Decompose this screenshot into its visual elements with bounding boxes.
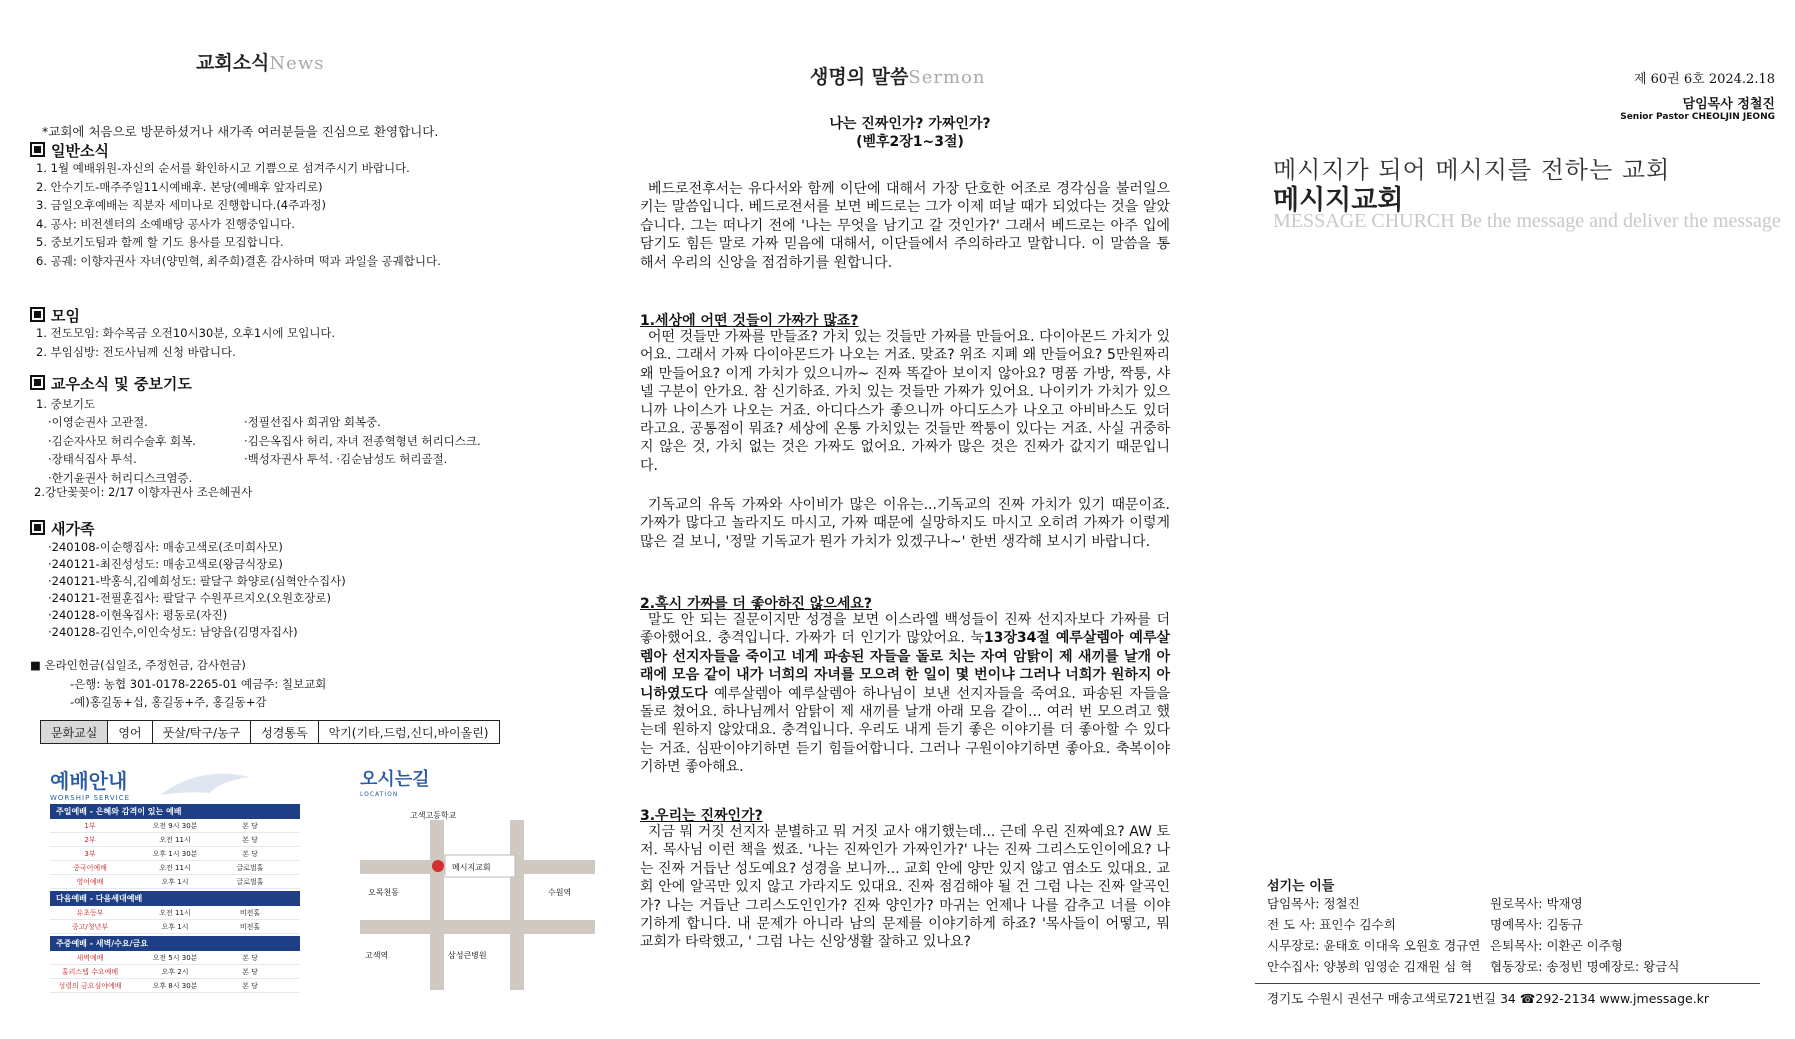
location-map <box>360 765 595 1005</box>
issue-info: 제 60권 6호 2024.2.18 <box>1633 72 1775 87</box>
staff-title: 섬기는 이들 <box>1267 879 1335 894</box>
general-heading: 일반소식 <box>30 140 109 161</box>
meeting-list <box>36 324 335 361</box>
news-title: 교회소식News <box>196 52 325 74</box>
members-heading: 교우소식 및 중보기도 <box>30 373 192 394</box>
culture-cell: 영어 <box>108 721 152 744</box>
svg-text:고색역: 고색역 <box>365 951 389 960</box>
pin-icon <box>432 860 444 872</box>
svg-text:고색고등학교: 고색고등학교 <box>410 811 457 820</box>
worship-row: 홀리스텝 수요예배 오후 2시 본 당 <box>50 965 300 979</box>
worship-row: 1부 오전 9시 30분 본 당 <box>50 819 300 833</box>
welcome-text: *교회에 처음으로 방문하셨거나 새가족 여러분들을 진심으로 환영합니다. <box>42 124 439 139</box>
newfamily-list <box>48 539 346 641</box>
list-item: ·240128-김인수,이인숙성도: 남양읍(김명자집사) <box>48 625 298 639</box>
general-list <box>36 159 441 270</box>
square-bullet-icon <box>30 375 45 390</box>
staff-left: 담임목사: 정철진 전 도 사: 표인수 김수희 시무장로: 윤태호 이대욱 오원호 경규연 안수집사: 양봉희 임영순 김재원 심 혁 <box>1267 896 1481 974</box>
square-bullet-icon <box>30 520 45 535</box>
worship-guide <box>50 765 300 1005</box>
dove-icon <box>50 765 300 807</box>
flowers-text: 2.강단꽃꽂이: 2/17 이향자권사 조은혜권사 <box>34 485 253 499</box>
sermon-intro: 베드로전후서는 유다서와 함께 이단에 대해서 가장 단호한 어조로 경각심을 불러일으키는 말씀입니다. 베드로전서를 보면 베드로는 그가 이제 떠날 때가 되었다는 것을 알았습니다. 그는 떠나기 전에 '나는 무엇을 남기고 갈 것인가?' 그래서 베드로는 아주 입에 담기도 힘든 말로 가짜 믿음에 대해서, 이단들에서 주의하라고 말합니다. 이 말씀을 통해서 우리의 신앙을 점검하기를 원합니다. <box>640 181 1170 271</box>
list-item: 1. 1월 예배위원-자신의 순서를 확인하시고 기쁨으로 섬겨주시기 바랍니다. <box>36 161 410 175</box>
culture-cell: 문화교실 <box>41 721 108 744</box>
church-name-en: MESSAGE CHURCH Be the message and deliver the message <box>1273 210 1781 232</box>
svg-text:삼성큰병원: 삼성큰병원 <box>448 951 487 960</box>
worship-group-header: 다음예배 - 다음세대예배 <box>50 891 300 906</box>
staff-right: 원로목사: 박재영 명예목사: 김동규 은퇴목사: 이환곤 이주형 협동장로: 송정빈 명예장로: 왕금식 <box>1490 896 1680 974</box>
sermon-para-1b: 기독교의 유독 가짜와 사이비가 많은 이유는...기독교의 진짜 가치가 있기 때문이죠. 가짜가 많다고 놀라지도 마시고, 가짜 때문에 실망하지도 마시고 오히려 가짜가 이렇게 많은 걸 보니, '정말 기독교가 뭔가 가치가 있겠구나~' 한번 생각해 보시기 바랍니다. <box>640 497 1170 550</box>
map-subtitle: LOCATION <box>360 791 399 798</box>
list-item: ·240121-최진성성도: 매송고색로(왕금식장로) <box>48 557 283 571</box>
sermon-heading-3: 3.우리는 진짜인가? <box>640 808 763 824</box>
map-graphic <box>360 800 595 1000</box>
divider <box>1255 983 1760 984</box>
list-item: ·240121-박홍식,김예희성도: 팔달구 화양로(심혁안수집사) <box>48 574 346 588</box>
worship-title: 예배안내 <box>50 769 128 793</box>
meeting-heading: 모임 <box>30 305 80 326</box>
list-item: 6. 공궤: 이향자권사 자녀(양민혁, 최주희)결혼 감사하며 떡과 과일을 공궤합니다. <box>36 253 441 268</box>
worship-row: 새벽예배 오전 5시 30분 본 당 <box>50 951 300 965</box>
sermon-section-title: 생명의 말씀Sermon <box>810 66 986 88</box>
list-item: 2. 부임심방: 전도사님께 신청 바랍니다. <box>36 344 236 359</box>
worship-group-header: 주중예배 - 새벽/수요/금요 <box>50 936 300 951</box>
prayer-col1: ·이영순권사 고관절. ·김순자사모 허리수술후 회복. ·장태식집사 투석. ·한기윤권사 허리디스크염증. <box>48 415 196 485</box>
church-motto: 메시지가 되어 메시지를 전하는 교회 <box>1273 156 1671 184</box>
list-item: ·240108-이순행집사: 매송고색로(조미희사모) <box>48 540 283 554</box>
worship-table <box>50 804 300 993</box>
list-item: 4. 공사: 비전센터의 소예배당 공사가 진행중입니다. <box>36 216 295 231</box>
sermon-heading-1: 1.세상에 어떤 것들이 가짜가 많죠? <box>640 313 859 329</box>
list-item: 2. 안수기도-매주주일11시예배후. 본당(예배후 앞자리로) <box>36 179 323 194</box>
svg-text:수원역: 수원역 <box>548 888 572 897</box>
worship-row: 영어예배 오후 1시 글로벌홀 <box>50 875 300 889</box>
worship-group-header: 주일예배 - 은혜와 감격이 있는 예배 <box>50 804 300 819</box>
list-item: 1. 전도모임: 화수목금 오전10시30분, 오후1시에 모입니다. <box>36 326 336 340</box>
list-item: ·240128-이현옥집사: 평동로(자진) <box>48 608 228 622</box>
culture-cell: 성경통독 <box>251 721 318 744</box>
sermon-para-2: 말도 안 되는 질문이지만 성경을 보면 이스라엘 백성들이 진짜 선지자보다 가짜를 더 좋아했어요. 충격입니다. 가짜가 더 인기가 많았어요. 눅13장34절 예루살렘아 예루살렘아 선지자들을 죽이고 네게 파송된 자들을 돌로 치는 자여 암탉이 제 새끼를 날개 아래에 모음 같이 내가 너희의 자녀를 모으려 한 일이 몇 번이냐 그러나 너희가 원하지 아니하였도다 예루살렘아 예루살렘아 하나님이 보낸 선지자들을 죽여요. 파송된 자들을 돌로 쳤어요. 하나님께서 암탉이 제 새끼를 날개 아래 모음 같이... 여러 번 모으려고 했는데 원하지 않았대요. 충격입니다. 우리도 내게 듣기 좋은 이야기를 더 좋아할 수 있다는 거죠. 심판이야기하면 듣기 힘들어합니다. 그러나 구원이야기하면 좋아요. 축복이야기하면 좋아해요. <box>640 612 1170 776</box>
online-offering: ■ 온라인헌금(십일조, 주정헌금, 감사헌금) -은행: 농협 301-0178-2265-01 예금주: 칠보교회 -예)홍길동+십, 홍길동+주, 홍길동+감 <box>30 658 327 709</box>
newfamily-heading: 새가족 <box>30 518 94 539</box>
sermon-para-1: 어떤 것들만 가짜를 만들죠? 가치 있는 것들만 가짜를 만들어요. 다이아몬드 가치가 있어요. 그래서 가짜 다이아몬드가 나오는 거죠. 맞죠? 위조 지폐 왜 만들어요? 5만원짜리 왜 만들어요? 이게 가치가 있으니까~ 진짜 똑같아 보이지 않아요? 명품 가방, 짝퉁, 샤넬 구분이 안가요. 참 신기하죠. 가치 있는 것들만 가짜가 있어요. 나이키가 가치가 있으니까 나이스가 나오는 거죠. 아디다스가 좋으니까 아디도스가 나오고 아비바스도 있더라고요. 공통점이 뭐죠? 세상에 온통 가치있는 것들만 짝퉁이 있다는 거죠. 사실 귀중하지 않은 것, 가치 없는 것은 가짜도 없어요. 가짜가 많은 것은 진짜가 값지기 때문입니다. <box>640 329 1170 474</box>
sermon-title: 나는 진짜인가? 가짜인가? (벧후2장1~3절) <box>829 116 991 150</box>
svg-text:메시지교회: 메시지교회 <box>452 863 491 872</box>
senior-pastor: 담임목사 정철진 <box>1682 97 1775 112</box>
prayer-col2: ·정필선집사 희귀암 회복중. ·김은옥집사 허리, 자녀 전종혁형년 허리디스크. ·백성자권사 투석. ·김순남성도 허리골절. <box>244 415 481 466</box>
worship-row: 중고/청년부 오후 1시 비전홀 <box>50 920 300 934</box>
list-item: 3. 금일오후예배는 직분자 세미나로 진행합니다.(4주과정) <box>36 198 326 212</box>
worship-subtitle: WORSHIP SERVICE <box>50 794 131 802</box>
worship-row: 성령의 금요심야예배 오후 8시 30분 본 당 <box>50 979 300 993</box>
worship-row: 유초등부 오전 11시 비전홀 <box>50 906 300 920</box>
list-item: 5. 중보기도팀과 함께 할 기도 용사를 모집합니다. <box>36 235 284 249</box>
worship-row: 3부 오후 1시 30분 본 당 <box>50 847 300 861</box>
svg-text:오목천동: 오목천동 <box>368 888 399 897</box>
worship-row: 중국어예배 오전 11시 글로벌홀 <box>50 861 300 875</box>
map-title: 오시는길 <box>360 769 430 790</box>
church-address: 경기도 수원시 권선구 매송고색로721번길 34 ☎292-2134 www.jmessage.kr <box>1267 991 1710 1006</box>
culture-class-table <box>40 720 500 744</box>
culture-cell: 풋살/탁구/농구 <box>152 721 251 744</box>
church-name: 메시지교회 <box>1273 185 1404 216</box>
square-bullet-icon <box>30 142 45 157</box>
sermon-para-3: 지금 뭐 거짓 선지자 분별하고 뭐 거짓 교사 얘기했는데... 근데 우린 진짜예요? AW 토저. 목사님 이런 책을 썼죠. '나는 진짜인가 가짜인가?' 나는 진짜 그리스도인이에요? 나는 진짜 거듭난 성도예요? 성경을 보니까... 교회 안에 양만 있지 않고 염소도 있대요. 교회 안에 알곡만 있지 않고 가라지도 있대요. 진짜 점검해야 될 건 그럼 나는 진짜 알곡인가? 나는 거듭난 그리스도인인가? 진짜 양인가? 마귀는 언제나 나를 감추고 너를 이야기하게 합니다. 내 문제가 아니라 남의 문제를 이야기하게 하죠? '목사들이 어떻고, 뭐 교회가 타락했고, ' 그럼 나는 신앙생활 잘하고 있나요? <box>640 824 1170 951</box>
square-bullet-icon <box>30 307 45 322</box>
sermon-heading-2: 2.혹시 가짜를 더 좋아하진 않으세요? <box>640 596 873 612</box>
worship-row: 2부 오전 11시 본 당 <box>50 833 300 847</box>
list-item: ·240121-전필훈집사: 팔달구 수원푸르지오(오원호장로) <box>48 591 331 605</box>
culture-cell: 악기(기타,드럼,신디,바이올린) <box>318 721 499 744</box>
senior-pastor-en: Senior Pastor CHEOLJIN JEONG <box>1620 112 1775 122</box>
prayer-intro: 1. 중보기도 <box>36 397 96 411</box>
